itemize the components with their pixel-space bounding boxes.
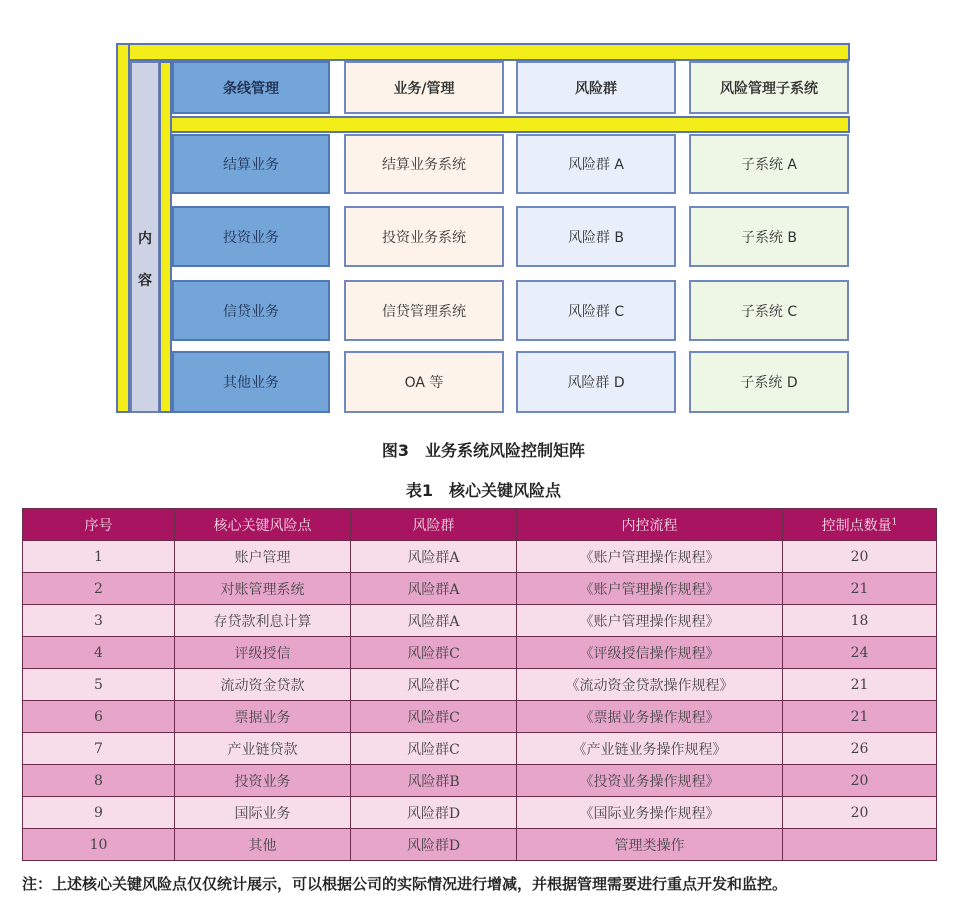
table-row bbox=[23, 573, 937, 605]
matrix-cell-line: 其他业务 bbox=[172, 351, 330, 413]
column-header: 风险群 bbox=[351, 509, 517, 541]
table-row bbox=[23, 797, 937, 829]
column-header: 内控流程 bbox=[517, 509, 783, 541]
table-row bbox=[23, 733, 937, 765]
header-risk-group: 风险群 bbox=[516, 61, 676, 114]
table-cell: 《账户管理操作规程》 bbox=[517, 573, 783, 605]
table-cell: 18 bbox=[783, 605, 937, 637]
table-cell: 风险群C bbox=[351, 701, 517, 733]
matrix-cell-risk-group: 风险群 C bbox=[516, 280, 676, 341]
table-cell: 《账户管理操作规程》 bbox=[517, 541, 783, 573]
inner-yellow-bar bbox=[159, 61, 172, 413]
matrix-cell-line: 信贷业务 bbox=[172, 280, 330, 341]
matrix-cell-system: OA 等 bbox=[344, 351, 504, 413]
table-cell: 风险群A bbox=[351, 541, 517, 573]
table-cell: 20 bbox=[783, 797, 937, 829]
table-row bbox=[23, 701, 937, 733]
matrix-cell-subsystem: 子系统 B bbox=[689, 206, 849, 267]
header-line-management: 条线管理 bbox=[172, 61, 330, 114]
table-cell: 1 bbox=[23, 541, 175, 573]
table-cell: 流动资金贷款 bbox=[175, 669, 351, 701]
figure-caption: 图3 业务系统风险控制矩阵 bbox=[381, 441, 586, 460]
table-cell: 9 bbox=[23, 797, 175, 829]
table-cell: 21 bbox=[783, 573, 937, 605]
table-cell: 5 bbox=[23, 669, 175, 701]
column-header: 序号 bbox=[23, 509, 175, 541]
table-cell: 存贷款利息计算 bbox=[175, 605, 351, 637]
table-cell: 《账户管理操作规程》 bbox=[517, 605, 783, 637]
table-cell: 国际业务 bbox=[175, 797, 351, 829]
table-cell: 管理类操作 bbox=[517, 829, 783, 861]
column-header: 控制点数量$^1$ bbox=[783, 509, 937, 541]
matrix-cell-system: 投资业务系统 bbox=[344, 206, 504, 267]
table-cell: 《票据业务操作规程》 bbox=[517, 701, 783, 733]
table-row bbox=[23, 765, 937, 797]
table-cell: 《流动资金贷款操作规程》 bbox=[517, 669, 783, 701]
table-cell: 风险群B bbox=[351, 765, 517, 797]
table-title: 表1 核心关键风险点 bbox=[405, 481, 562, 500]
table-cell: 8 bbox=[23, 765, 175, 797]
risk-control-matrix-diagram bbox=[0, 0, 967, 430]
table-cell: 其他 bbox=[175, 829, 351, 861]
table-cell: 《投资业务操作规程》 bbox=[517, 765, 783, 797]
table-cell: 21 bbox=[783, 701, 937, 733]
matrix-cell-subsystem: 子系统 A bbox=[689, 134, 849, 194]
table-row bbox=[23, 637, 937, 669]
table-cell: 26 bbox=[783, 733, 937, 765]
matrix-cell-subsystem: 子系统 D bbox=[689, 351, 849, 413]
content-side-label-2: 容 bbox=[138, 273, 152, 289]
table-cell: 账户管理 bbox=[175, 541, 351, 573]
left-yellow-bar bbox=[116, 43, 130, 413]
matrix-cell-risk-group: 风险群 B bbox=[516, 206, 676, 267]
header-business-management: 业务/管理 bbox=[344, 61, 504, 114]
table-header-row bbox=[23, 509, 937, 541]
matrix-cell-risk-group: 风险群 A bbox=[516, 134, 676, 194]
matrix-cell-system: 结算业务系统 bbox=[344, 134, 504, 194]
top-yellow-bar bbox=[116, 43, 850, 61]
table-row bbox=[23, 605, 937, 637]
table-cell: 投资业务 bbox=[175, 765, 351, 797]
table-cell: 24 bbox=[783, 637, 937, 669]
table-cell: 4 bbox=[23, 637, 175, 669]
header-risk-subsystem: 风险管理子系统 bbox=[689, 61, 849, 114]
table-cell: 风险群C bbox=[351, 669, 517, 701]
table-cell: 对账管理系统 bbox=[175, 573, 351, 605]
table-cell: 20 bbox=[783, 765, 937, 797]
matrix-cell-line: 投资业务 bbox=[172, 206, 330, 267]
table-cell: 20 bbox=[783, 541, 937, 573]
table-cell: 风险群A bbox=[351, 573, 517, 605]
key-risk-points-table bbox=[22, 508, 937, 861]
table-cell: 风险群D bbox=[351, 797, 517, 829]
footnote: 注：上述核心关键风险点仅仅统计展示，可以根据公司的实际情况进行增减，并根据管理需要进行重点开发和监控。 bbox=[22, 875, 788, 893]
content-side-label-1: 内 bbox=[138, 231, 152, 247]
table-cell: 产业链贷款 bbox=[175, 733, 351, 765]
table-cell: 风险群D bbox=[351, 829, 517, 861]
table-cell: 10 bbox=[23, 829, 175, 861]
table-cell: 2 bbox=[23, 573, 175, 605]
table-row bbox=[23, 829, 937, 861]
table-cell: 风险群C bbox=[351, 637, 517, 669]
table-cell: 21 bbox=[783, 669, 937, 701]
table-row bbox=[23, 541, 937, 573]
column-header: 核心关键风险点 bbox=[175, 509, 351, 541]
matrix-cell-subsystem: 子系统 C bbox=[689, 280, 849, 341]
table-cell: 《国际业务操作规程》 bbox=[517, 797, 783, 829]
table-cell bbox=[783, 829, 937, 861]
table-cell: 票据业务 bbox=[175, 701, 351, 733]
table-cell: 风险群A bbox=[351, 605, 517, 637]
table-cell: 风险群C bbox=[351, 733, 517, 765]
middle-yellow-bar bbox=[116, 116, 850, 133]
table-cell: 《评级授信操作规程》 bbox=[517, 637, 783, 669]
table-row bbox=[23, 669, 937, 701]
table-cell: 6 bbox=[23, 701, 175, 733]
table-cell: 《产业链业务操作规程》 bbox=[517, 733, 783, 765]
table-cell: 3 bbox=[23, 605, 175, 637]
table-cell: 7 bbox=[23, 733, 175, 765]
matrix-cell-system: 信贷管理系统 bbox=[344, 280, 504, 341]
matrix-cell-line: 结算业务 bbox=[172, 134, 330, 194]
table-cell: 评级授信 bbox=[175, 637, 351, 669]
matrix-cell-risk-group: 风险群 D bbox=[516, 351, 676, 413]
